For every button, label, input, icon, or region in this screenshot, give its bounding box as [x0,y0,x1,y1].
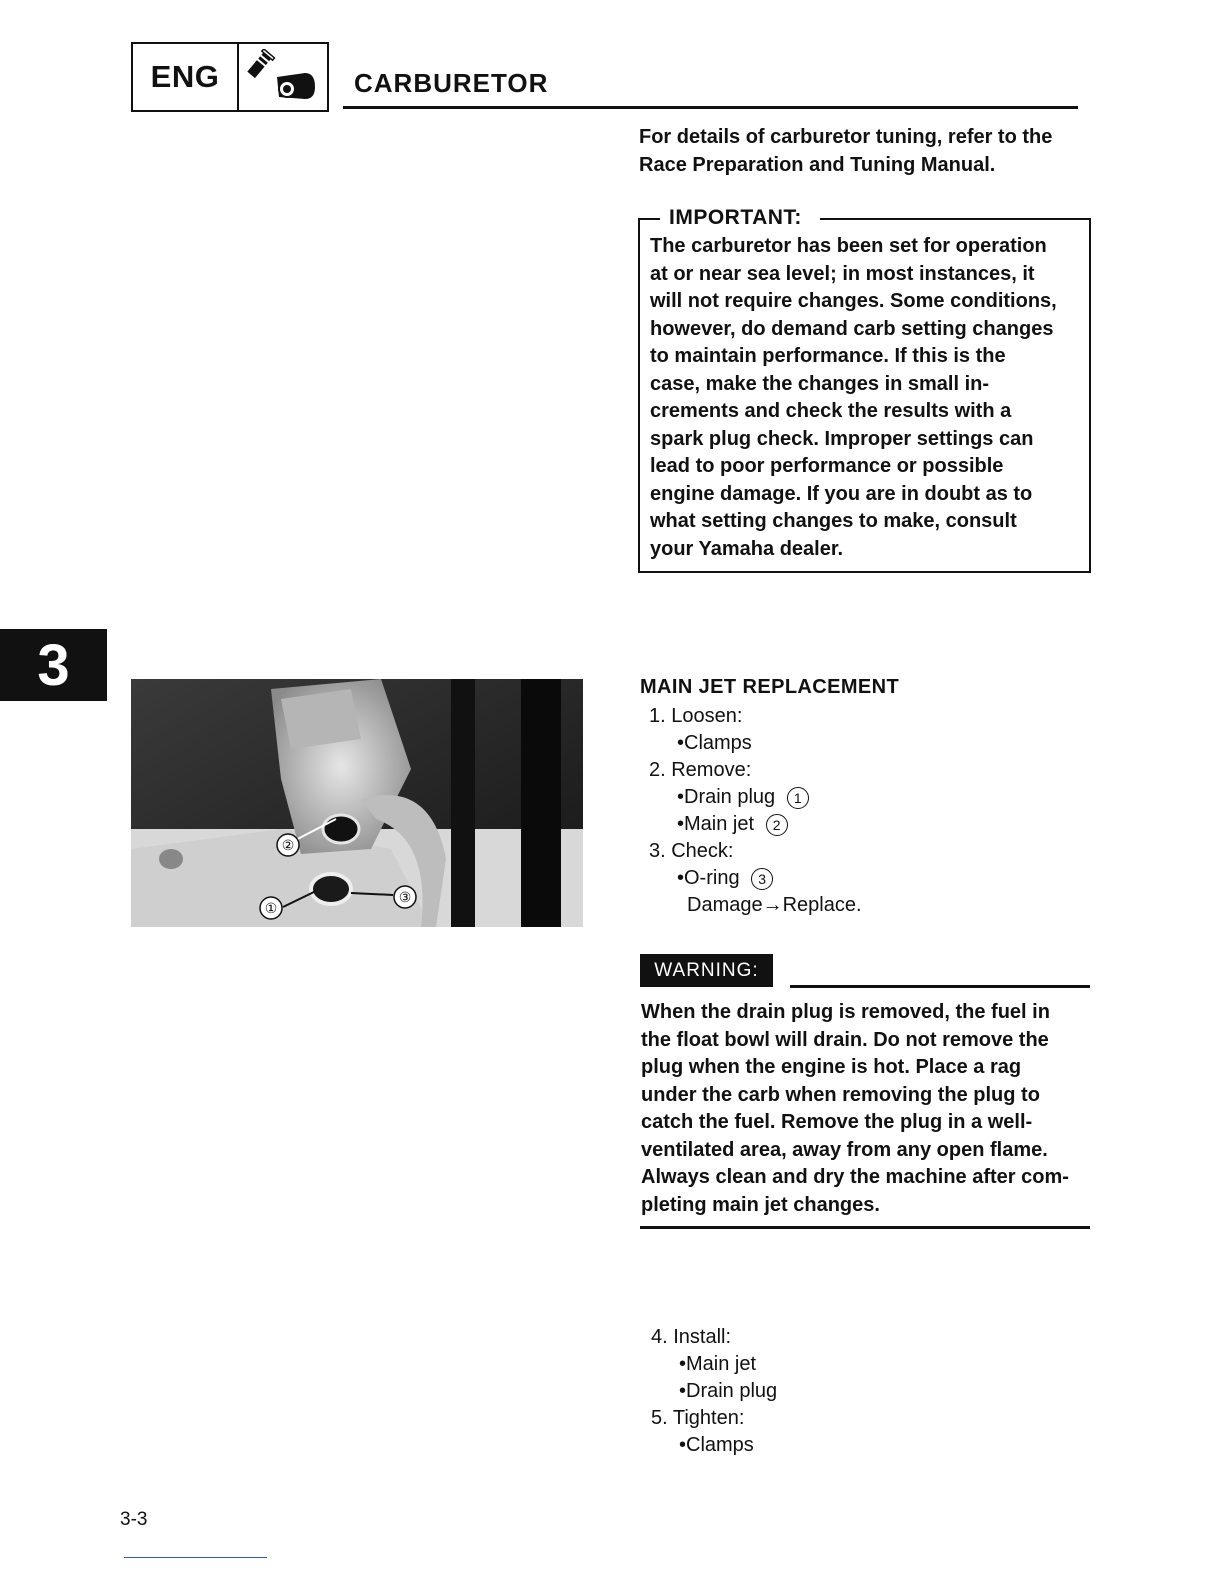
warning-text [641,999,1091,1219]
carburetor-photo [131,679,583,927]
step-2-item [649,811,862,838]
engine-wrench-icon [239,44,327,110]
step-2-item-text: •Main jet [677,813,755,835]
step-3-item-text: •O-ring [677,867,740,889]
important-line: however, do demand carb setting changes [650,317,1054,340]
step-5-item: •Clamps [679,1434,754,1456]
warning-bottom-rule [640,1226,1090,1229]
section-header-box [131,42,329,112]
important-line: crements and check the results with a [650,400,1012,422]
important-box-top-rule [820,218,1091,220]
callout-3 [394,886,416,908]
important-line: case, make the changes in small in- [650,372,990,395]
step-3-note: Damage→Replace. [687,894,862,916]
ref-callout-2: 2 [766,814,788,836]
step-2: 2. Remove: [649,759,752,781]
warning-line: under the carb when removing the plug to [641,1083,1040,1106]
intro-paragraph [639,124,1091,179]
important-line: spark plug check. Improper settings can [650,427,1034,450]
chapter-tab: 3 [0,629,107,701]
step-2-item [649,784,862,811]
important-label: IMPORTANT: [669,206,802,229]
warning-line: Always clean and dry the machine after com- [641,1166,1069,1188]
svg-text:③: ③ [398,889,412,905]
step-1-item: •Clamps [677,732,752,754]
step-3-item [649,865,862,892]
important-line: The carburetor has been set for operation [650,235,1047,257]
ref-callout-1: 1 [787,787,809,809]
step-5: 5. Tighten: [651,1407,745,1429]
warning-line: catch the fuel. Remove the plug in a well- [641,1111,1033,1133]
warning-line: the float bowl will drain. Do not remove the [641,1028,1049,1051]
step-4: 4. Install: [651,1326,732,1348]
header-rule [343,106,1078,109]
step-4-item: •Main jet [679,1353,757,1375]
callout-1 [260,897,282,919]
callout-2 [277,834,299,856]
important-box-top-rule [638,218,660,220]
warning-top-rule [790,985,1090,988]
warning-line: pleting main jet changes. [641,1193,880,1216]
warning-label: WARNING: [640,954,773,987]
intro-line: Race Preparation and Tuning Manual. [639,153,996,176]
important-line: at or near sea level; in most instances, it [650,262,1035,285]
intro-line: For details of carburetor tuning, refer to the [639,126,1053,148]
important-line: engine damage. If you are in doubt as to [650,482,1033,505]
important-text [650,233,1078,563]
footer-rule [124,1557,267,1558]
warning-line: ventilated area, away from any open flame. [641,1138,1048,1161]
page-number: 3-3 [120,1509,148,1530]
step-2-item-text: •Drain plug [677,786,776,808]
svg-text:①: ① [264,900,278,916]
install-steps [651,1324,777,1459]
warning-line: plug when the engine is hot. Place a rag [641,1056,1022,1078]
page-title: CARBURETOR [354,68,549,98]
warning-line: When the drain plug is removed, the fuel in [641,1001,1050,1023]
important-line: what setting changes to make, consult [650,510,1017,532]
important-line: to maintain performance. If this is the [650,345,1006,367]
main-jet-steps [649,703,862,919]
step-4-item: •Drain plug [679,1380,778,1402]
section-code: ENG [133,44,239,110]
svg-text:②: ② [281,837,295,853]
step-1: 1. Loosen: [649,705,743,727]
important-line: your Yamaha dealer. [650,537,844,560]
important-line: lead to poor performance or possible [650,455,1004,477]
main-jet-title: MAIN JET REPLACEMENT [640,676,900,698]
step-3: 3. Check: [649,840,734,862]
important-line: will not require changes. Some conditions, [650,290,1057,312]
ref-callout-3: 3 [751,868,773,890]
